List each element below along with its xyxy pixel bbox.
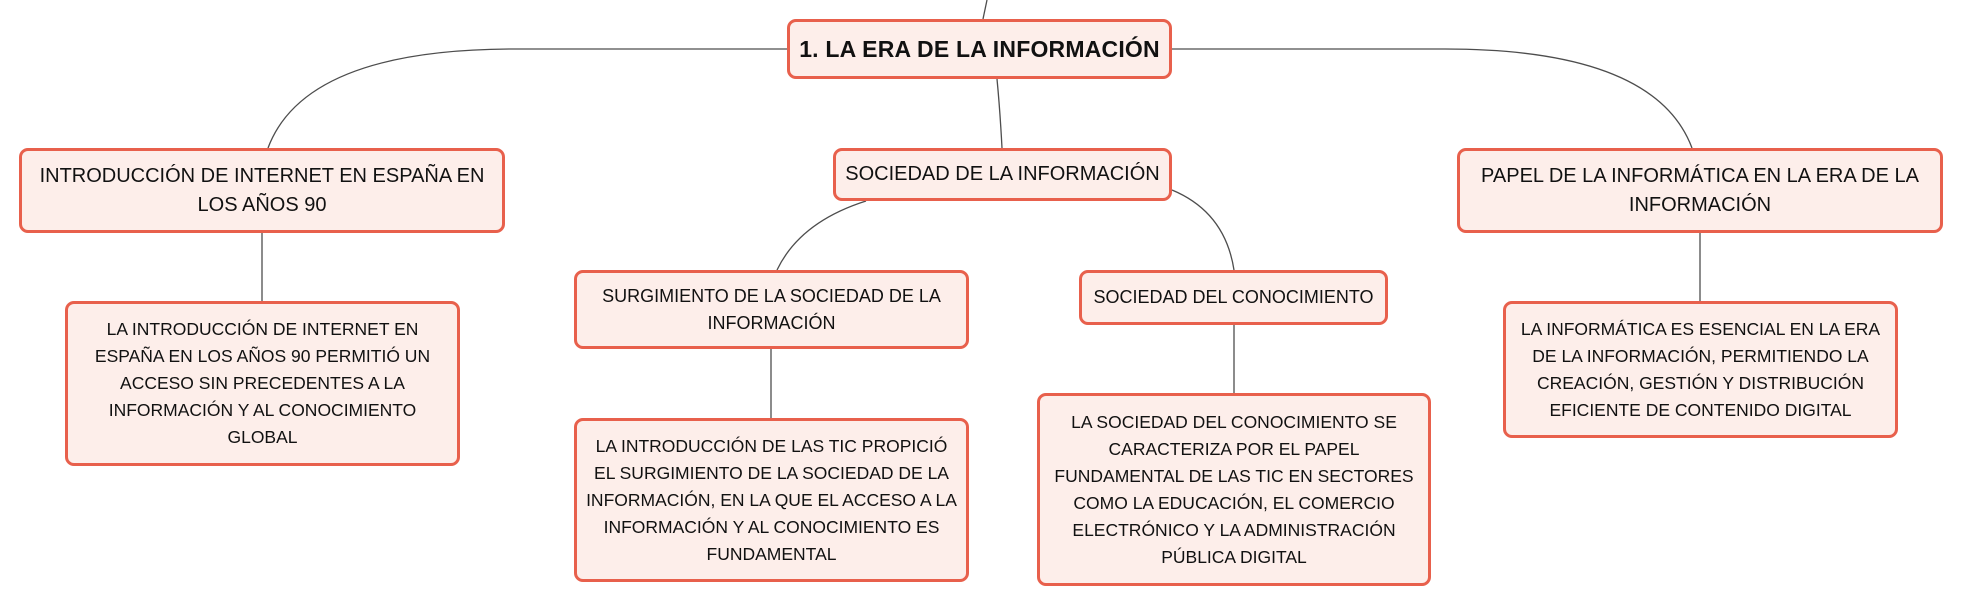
- connector-root-to-intro: [268, 49, 787, 148]
- detail-internet-espana[interactable]: [65, 301, 460, 466]
- topic-papel-informatica[interactable]: [1457, 148, 1943, 233]
- connector-root-parent-edge: [983, 0, 987, 19]
- detail-papel-informatica[interactable]: [1503, 301, 1898, 438]
- connector-root-to-papel: [1172, 49, 1692, 148]
- subtopic-sociedad-conocimiento-label: SOCIEDAD DEL CONOCIMIENTO: [1093, 287, 1374, 307]
- detail-surgimiento-text: LA INTRODUCCIÓN DE LAS TIC PROPICIÓ EL SURGIMIENTO DE LA SOCIEDAD DE LA INFORMACIÓN, EN LA QUE EL ACCESO A LA INFORMACIÓN Y AL CONOCIMIENTO ES FUNDAMENTAL: [586, 435, 957, 564]
- detail-sociedad-conocimiento[interactable]: [1037, 393, 1431, 586]
- detail-papel-informatica-text: LA INFORMÁTICA ES ESENCIAL EN LA ERA DE LA INFORMACIÓN, PERMITIENDO LA CREACIÓN, GESTIÓN Y DISTRIBUCIÓN EFICIENTE DE CONTENIDO DIGITAL: [1520, 318, 1881, 420]
- topic-internet-espana[interactable]: [19, 148, 505, 233]
- subtopic-surgimiento-label: SURGIMIENTO DE LA SOCIEDAD DE LA INFORMACIÓN: [602, 285, 941, 333]
- topic-internet-espana-label: INTRODUCCIÓN DE INTERNET EN ESPAÑA EN LOS AÑOS 90: [39, 164, 485, 216]
- topic-sociedad-informacion[interactable]: [833, 148, 1172, 201]
- root-topic-label: 1. LA ERA DE LA INFORMACIÓN: [799, 35, 1160, 62]
- topic-sociedad-informacion-label: SOCIEDAD DE LA INFORMACIÓN: [845, 163, 1160, 185]
- detail-surgimiento[interactable]: [574, 418, 969, 582]
- connector-sociedad-to-conocimiento: [1172, 190, 1234, 270]
- connector-sociedad-to-surgimiento: [777, 201, 866, 270]
- detail-sociedad-conocimiento-text: LA SOCIEDAD DEL CONOCIMIENTO SE CARACTERIZA POR EL PAPEL FUNDAMENTAL DE LAS TIC EN SECTORES COMO LA EDUCACIÓN, EL COMERCIO ELECTRÓNICO Y LA ADMINISTRACIÓN PÚBLICA DIGITAL: [1054, 411, 1414, 567]
- topic-papel-informatica-label: PAPEL DE LA INFORMÁTICA EN LA ERA DE LA INFORMACIÓN: [1481, 164, 1919, 216]
- detail-internet-espana-text: LA INTRODUCCIÓN DE INTERNET EN ESPAÑA EN LOS AÑOS 90 PERMITIÓ UN ACCESO SIN PRECEDENTES A LA INFORMACIÓN Y AL CONOCIMIENTO GLOBAL: [94, 319, 431, 447]
- subtopic-sociedad-conocimiento[interactable]: [1079, 270, 1388, 325]
- root-topic[interactable]: [787, 19, 1172, 79]
- connector-root-to-sociedad: [997, 79, 1002, 148]
- subtopic-surgimiento[interactable]: [574, 270, 969, 349]
